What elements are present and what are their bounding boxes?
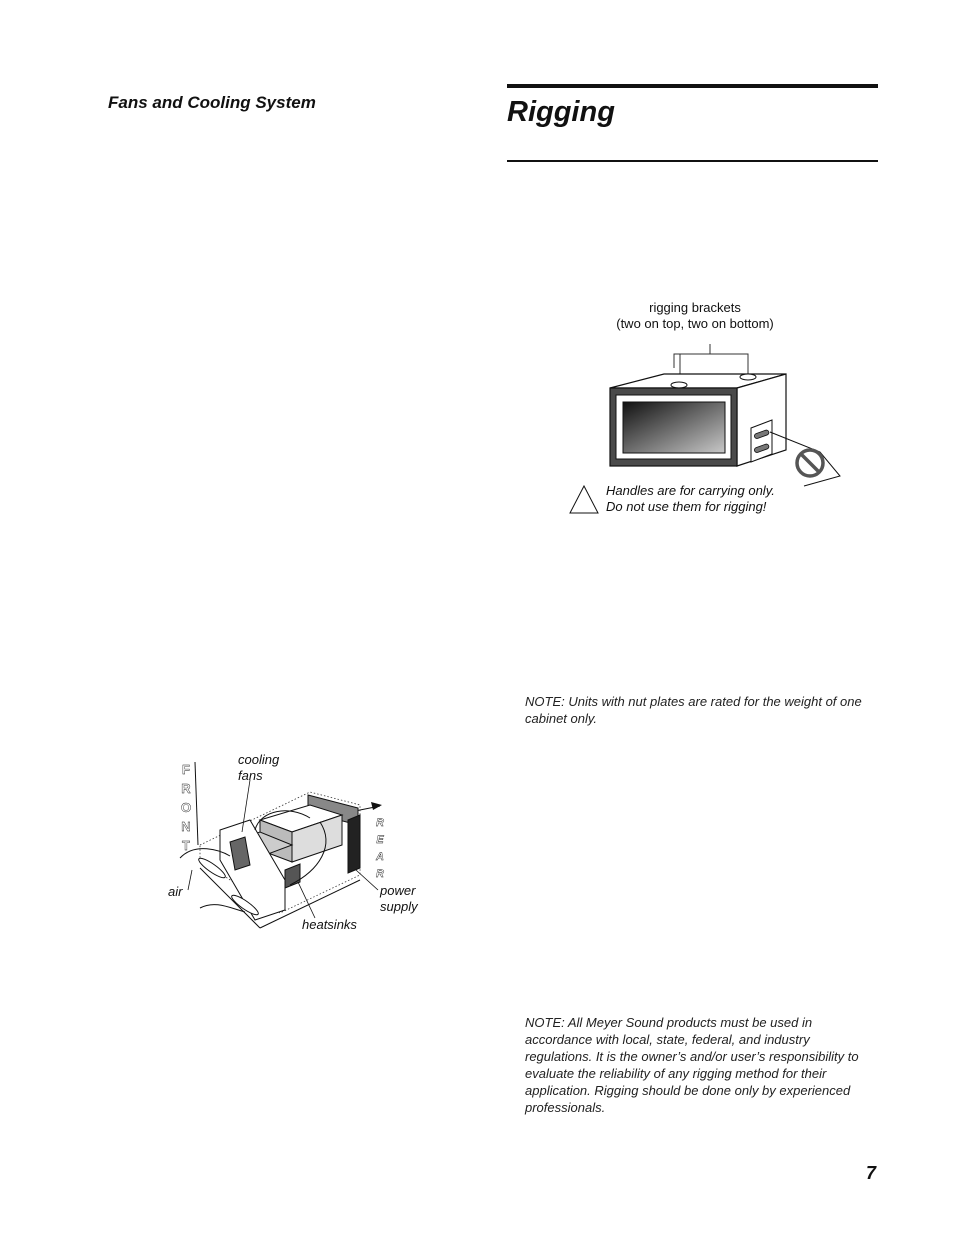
label-cooling: cooling (238, 752, 280, 767)
letter: O (180, 800, 192, 815)
letter: N (181, 819, 191, 834)
section-heading-rigging: Rigging (507, 96, 615, 128)
label-heatsinks: heatsinks (302, 917, 357, 932)
label-cooling-fans (238, 752, 279, 784)
bracket-label-line1: rigging brackets (649, 300, 741, 315)
letter: A (376, 851, 384, 863)
label-supply: supply (380, 899, 418, 914)
label-air: air (168, 884, 183, 899)
page-number: 7 (866, 1163, 877, 1183)
letter: E (376, 834, 384, 846)
warning-triangle-icon (570, 486, 598, 513)
rigging-bracket-front (671, 382, 687, 388)
letter: R (181, 781, 191, 796)
letter: T (182, 838, 190, 853)
front-label (181, 762, 191, 853)
heading-rule-top (507, 84, 878, 88)
letter: R (376, 868, 384, 880)
letter: F (182, 762, 190, 777)
handle-recess (751, 420, 772, 462)
heatsink-block (285, 864, 300, 888)
section-heading-fans: Fans and Cooling System (108, 93, 316, 112)
label-power-supply (380, 883, 418, 915)
label-fans: fans (238, 768, 263, 783)
note-nut-plates: NOTE: Units with nut plates are rated for the weight of one cabinet only. (525, 694, 862, 726)
warning-line2: Do not use them for rigging! (606, 499, 767, 514)
heading-rule-bottom (507, 160, 878, 162)
letter: R (376, 817, 384, 829)
rear-label (375, 817, 384, 880)
prohibited-icon (797, 450, 823, 476)
warning-text (606, 483, 836, 515)
rigging-bracket-rear (740, 374, 756, 380)
note-regulations: NOTE: All Meyer Sound products must be used in accordance with local, state, federal, and industry regulations. It is the owner’s and/or user’s responsibility to evaluate the reliability of any rigging method for their application. Rigging should be done only by experienced professionals. (525, 1015, 859, 1115)
warning-line1: Handles are for carrying only. (606, 483, 775, 498)
bracket-label (600, 300, 790, 332)
bracket-label-line2: (two on top, two on bottom) (616, 316, 774, 331)
label-power: power (380, 883, 416, 898)
